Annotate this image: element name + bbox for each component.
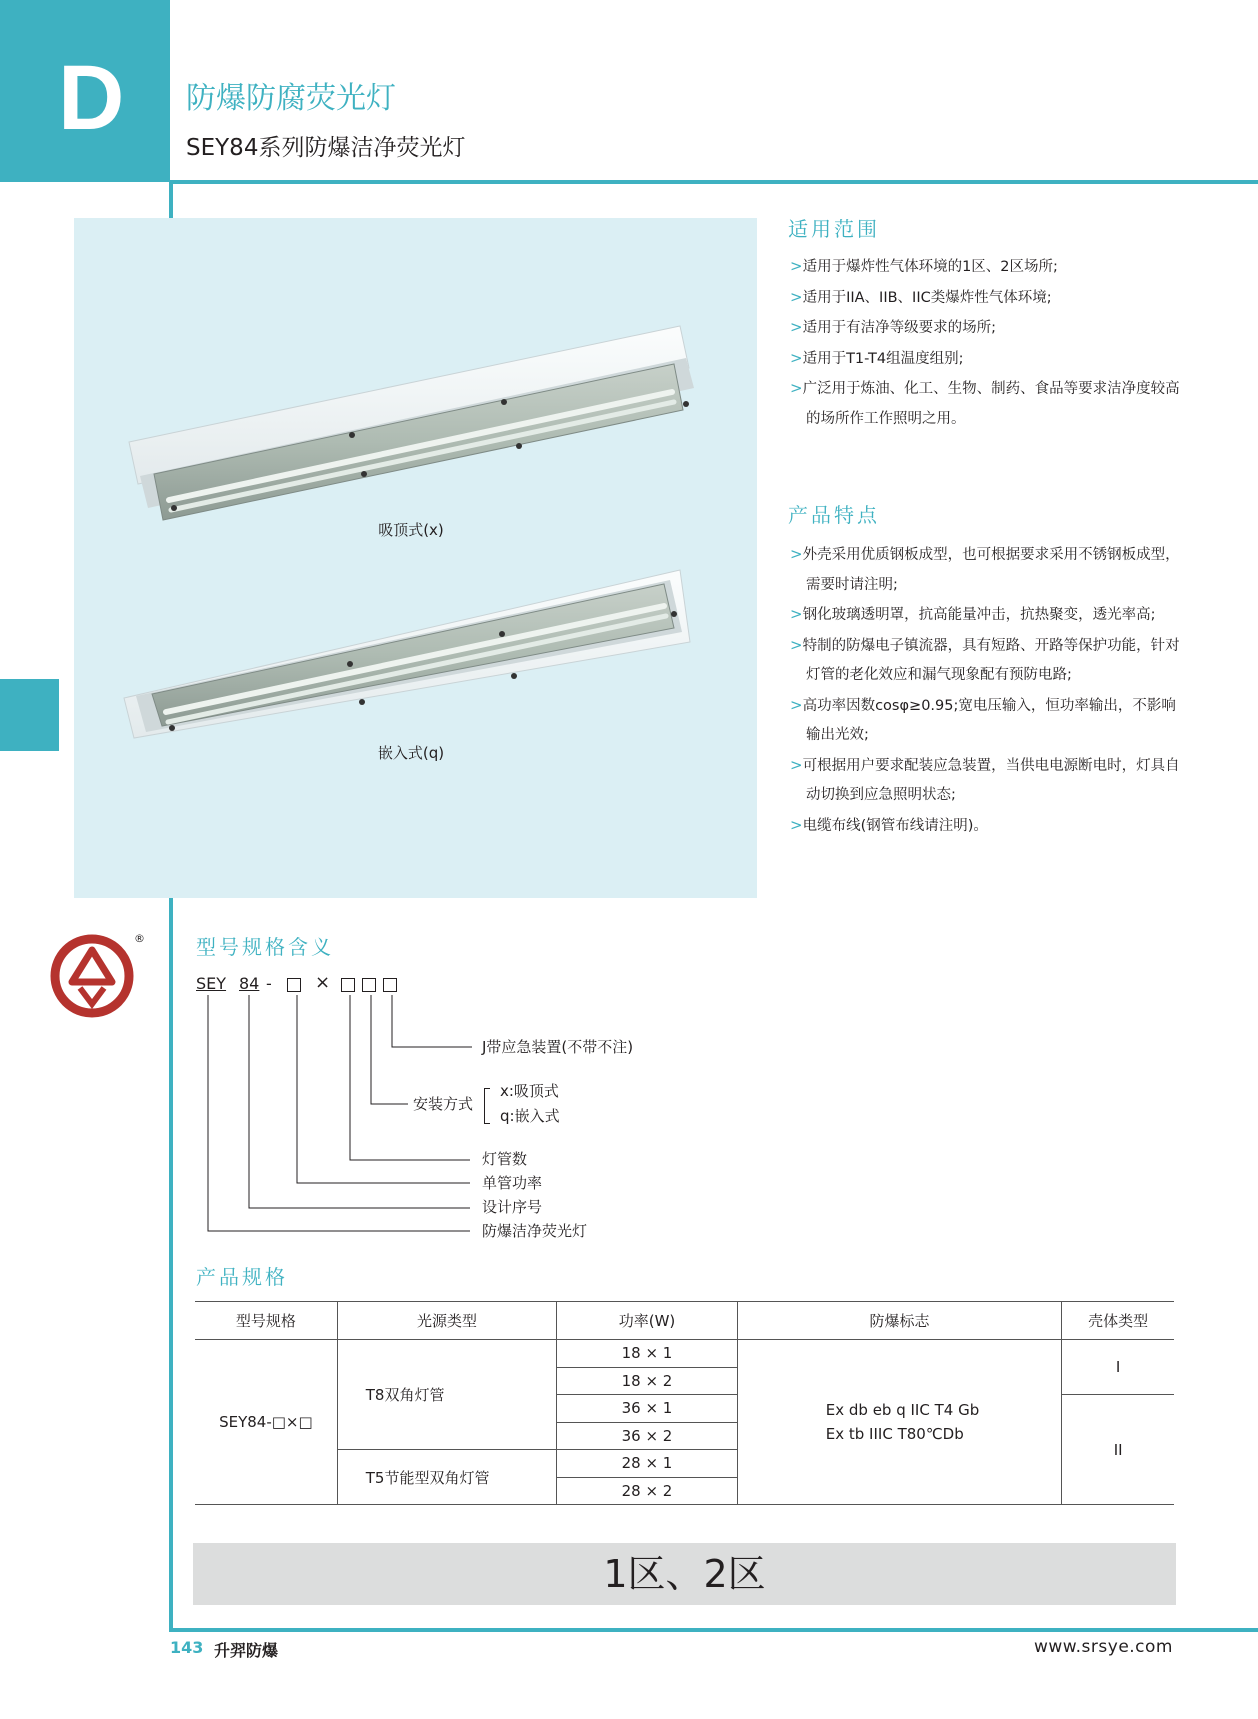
source-t5: T5节能型双角灯管 xyxy=(337,1450,556,1505)
col-model: 型号规格 xyxy=(195,1302,337,1340)
col-shell: 壳体类型 xyxy=(1062,1302,1174,1340)
scope-list xyxy=(790,252,1190,434)
feature-item: >高功率因数cosφ≥0.95;宽电压输入，恒功率输出，不影响输出光效; xyxy=(790,695,1176,743)
power-cell: 28 × 2 xyxy=(557,1477,738,1505)
model-title: 型号规格含义 xyxy=(196,935,334,959)
scope-item: >适用于IIA、IIB、IIC类爆炸性气体环境; xyxy=(790,287,1052,306)
website-url: www.srsye.com xyxy=(1034,1637,1173,1657)
shell-1: I xyxy=(1062,1340,1174,1395)
scope-title: 适用范围 xyxy=(788,217,880,241)
scope-item: >适用于T1-T4组温度组别; xyxy=(790,348,964,367)
logo-emblem xyxy=(50,932,140,1018)
label-mount: 安装方式 xyxy=(413,1095,474,1113)
code-times: × xyxy=(315,972,331,993)
label-product: 防爆洁净荧光灯 xyxy=(482,1222,588,1240)
label-design: 设计序号 xyxy=(482,1198,543,1216)
features-list xyxy=(790,540,1190,841)
header-rule xyxy=(170,180,1258,184)
label-tubes: 灯管数 xyxy=(482,1150,528,1168)
mark-line-1: Ex db eb q IIC T4 Gb xyxy=(825,1401,980,1419)
power-cell: 28 × 1 xyxy=(557,1450,738,1478)
feature-item: >特制的防爆电子镇流器，具有短路、开路等保护功能，针对灯管的老化效应和漏气现象配有预防电路; xyxy=(790,635,1180,683)
power-cell: 36 × 2 xyxy=(557,1422,738,1450)
scope-item: >适用于有洁净等级要求的场所; xyxy=(790,318,996,336)
zone-banner: 1区、2区 xyxy=(193,1543,1176,1605)
specs-title: 产品规格 xyxy=(196,1265,288,1289)
footer-brand: 升羿防爆 xyxy=(214,1641,279,1660)
product-photo xyxy=(74,218,757,898)
code-dash: - xyxy=(266,974,272,993)
col-mark: 防爆标志 xyxy=(737,1302,1062,1340)
footer-rule xyxy=(169,1628,1258,1632)
power-cell: 18 × 1 xyxy=(557,1340,738,1368)
source-t8: T8双角灯管 xyxy=(337,1340,556,1450)
page-number: 143 xyxy=(170,1638,204,1657)
label-emergency: J带应急装置(不带不注) xyxy=(482,1038,634,1056)
mount-bracket xyxy=(484,1088,490,1124)
table-header-row xyxy=(195,1302,1174,1340)
code-84: 84 xyxy=(239,974,260,993)
mark-line-2: Ex tb IIIC T80℃Db xyxy=(825,1425,964,1443)
scope-item: >广泛用于炼油、化工、生物、制药、食品等要求洁净度较高的场所作工作照明之用。 xyxy=(790,379,1180,427)
feature-item: >钢化玻璃透明罩，抗高能量冲击，抗热聚变，透光率高; xyxy=(790,605,1156,623)
registered-mark: ® xyxy=(134,932,145,945)
recessed-lamp xyxy=(124,570,690,738)
feature-item: >可根据用户要求配装应急装置，当供电电源断电时，灯具自动切换到应急照明状态; xyxy=(790,755,1180,803)
shell-2: II xyxy=(1062,1395,1174,1505)
side-tab xyxy=(0,679,59,751)
brand-logo xyxy=(50,932,145,1022)
label-mount-x: x:吸顶式 xyxy=(500,1082,559,1100)
feature-item: >电缆布线(钢管布线请注明)。 xyxy=(790,815,988,834)
table-row xyxy=(195,1340,1174,1368)
power-cell: 36 × 1 xyxy=(557,1395,738,1423)
scope-item: >适用于爆炸性气体环境的1区、2区场所; xyxy=(790,257,1058,275)
feature-item: >外壳采用优质钢板成型，也可根据要求采用不锈钢板成型，需要时请注明; xyxy=(790,545,1180,593)
spec-table xyxy=(195,1301,1174,1505)
page-title: 防爆防腐荧光灯 xyxy=(186,81,396,116)
page-subtitle: SEY84系列防爆洁净荧光灯 xyxy=(186,135,466,161)
code-sey: SEY xyxy=(196,974,227,993)
power-cell: 18 × 2 xyxy=(557,1367,738,1395)
col-power: 功率(W) xyxy=(557,1302,738,1340)
section-letter: D xyxy=(58,47,125,149)
label-mount-q: q:嵌入式 xyxy=(500,1107,560,1125)
features-title: 产品特点 xyxy=(788,503,880,527)
model-leader-lines xyxy=(190,990,490,1240)
col-source: 光源类型 xyxy=(337,1302,556,1340)
lamp-illustration xyxy=(74,218,757,898)
model-cell: SEY84-□×□ xyxy=(195,1340,337,1505)
caption-recessed: 嵌入式(q) xyxy=(377,744,445,762)
ceiling-lamp xyxy=(129,326,694,520)
mark-cell xyxy=(737,1340,1062,1505)
caption-ceiling: 吸顶式(x) xyxy=(378,521,444,539)
label-power: 单管功率 xyxy=(482,1174,543,1192)
